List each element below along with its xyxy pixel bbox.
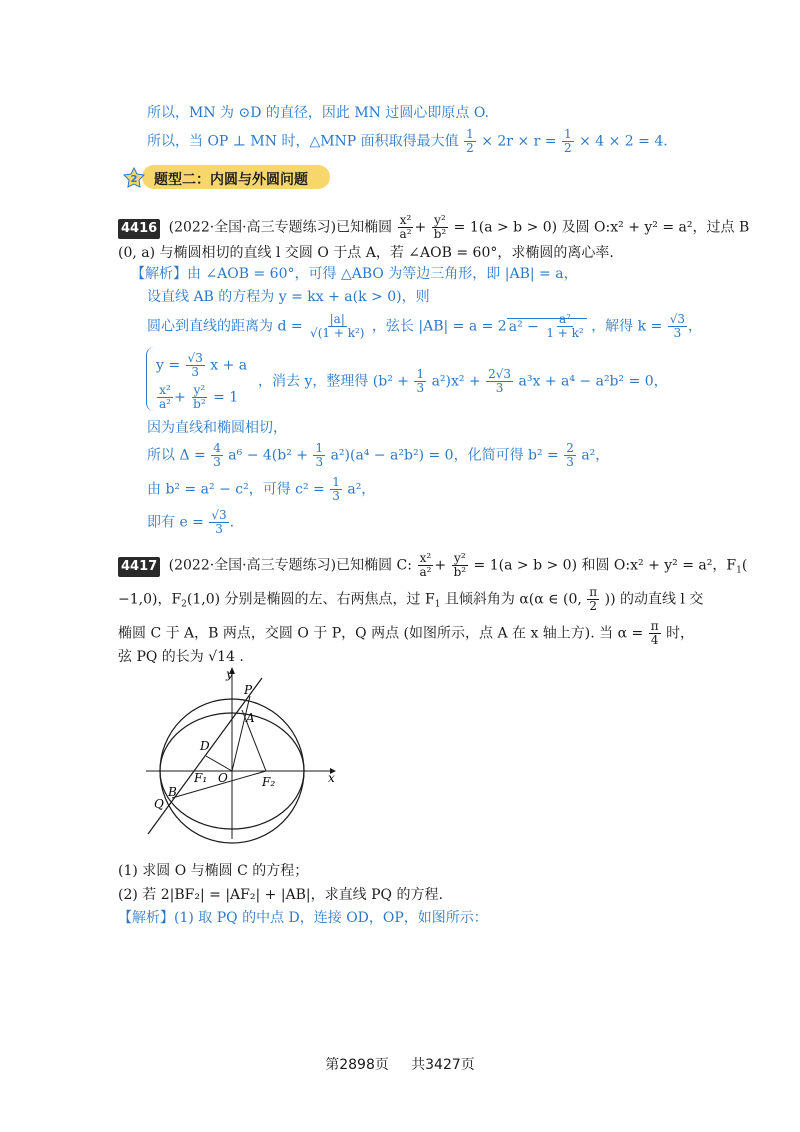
- label-y: y: [226, 667, 233, 681]
- label-a: A: [246, 711, 255, 725]
- fraction-x2a2-sys: [157, 384, 173, 411]
- intro-text-1: 所以，MN 为 ⊙D 的直径，因此 MN 过圆心即原点 O.: [147, 105, 489, 121]
- frac-num: π: [650, 619, 659, 633]
- label-p: P: [244, 683, 253, 697]
- frac-num: 2: [566, 441, 574, 455]
- frac-num: y²: [454, 551, 466, 565]
- fraction-four-third: [211, 442, 223, 469]
- sys-text-1b: x + a: [210, 357, 248, 374]
- q4417-text-2d: )) 的动直线 l 交: [604, 591, 704, 608]
- question-id: 4417: [118, 557, 160, 577]
- ellipse-circle-figure: [138, 664, 338, 844]
- q4417-text-2a: −1,0)，F: [118, 591, 182, 608]
- frac-num: 1: [315, 441, 324, 455]
- analysis-text-3b: ，弦长 |AB| = a = 2: [371, 318, 507, 335]
- frac-den: 3: [673, 326, 682, 340]
- label-f1: F₁: [194, 771, 208, 785]
- page-number: 第2898页: [325, 1057, 389, 1073]
- q4417-text-2b: (1,0) 分别是椭圆的左、右两焦点，过 F: [186, 591, 435, 608]
- analysis-text-6d: a²，: [581, 447, 610, 464]
- q4417-stem-1: 4417 (2022·全国·高三专题练习)已知椭圆 C: $\frac{\text{x²}}{\text{a²}}$ + $\frac{\text{y²}}{\text{b²}}$ = 1(a > b > 0) 和圆 O:x² + y² = a²，$F_1$(: [118, 552, 747, 580]
- frac-den: b²: [433, 227, 447, 241]
- frac-num: 2√3: [488, 367, 512, 381]
- label-o: O: [218, 771, 228, 785]
- frac-den: 3: [566, 455, 574, 469]
- fraction-y2b2-q2: [452, 552, 469, 579]
- q4417-stem-2: −1,0)，$F_2(1,0)$ 分别是椭圆的左、右两焦点，过 $F_1$ 且倾斜角为 α(α ∈ (0, $\frac{\pi}{2}$ )) 的动直线 l 交: [118, 585, 704, 613]
- label-f2: F₂: [262, 775, 276, 789]
- frac-den: 4: [650, 633, 659, 647]
- total-pages: 共3427页: [411, 1057, 475, 1073]
- part-1-text: (1) 求圆 O 与椭圆 C 的方程；: [118, 863, 309, 879]
- page-footer: [0, 1054, 800, 1074]
- fraction-y2b2: [432, 214, 449, 241]
- frac-num: 4: [213, 441, 221, 455]
- intro-text-2b: × 2r × r =: [481, 133, 557, 150]
- section-title: 题型二：内圆与外圆问题: [154, 172, 308, 188]
- frac-den: a²: [159, 397, 171, 411]
- frac-den: 3: [213, 455, 221, 469]
- frac-den: 1 + k²: [546, 326, 584, 340]
- system-eq-1: [156, 352, 247, 379]
- frac-num: y²: [434, 213, 446, 227]
- frac-den: b²: [453, 565, 467, 579]
- q4417-stem-3: [118, 620, 694, 647]
- frac-num: √3: [187, 351, 203, 365]
- frac-num: x²: [419, 551, 432, 565]
- frac-den: 3: [416, 381, 425, 395]
- fraction-2sqrt3: [486, 368, 513, 395]
- q4416-analysis-6: [147, 442, 609, 469]
- fraction-half-2: [562, 128, 574, 155]
- frac-den: √(1 + k²): [310, 326, 365, 340]
- fraction-e: [209, 509, 228, 536]
- q4416-analysis-1: [131, 265, 578, 283]
- label-q: Q: [154, 797, 164, 811]
- q4416-analysis-7: [147, 476, 375, 503]
- frac-num: x²: [159, 383, 171, 397]
- q4416-analysis-8: 即有 e = $\frac{√3}{3}$ .: [147, 508, 235, 536]
- frac-num: π: [589, 585, 598, 599]
- line-pq: [148, 678, 262, 834]
- intro-line-1: [147, 104, 489, 122]
- fraction-x2a2: [398, 214, 414, 241]
- q4417-text-3b: 时，: [666, 625, 695, 642]
- sys-result-a: ，消去 y，整理得 (b² +: [258, 373, 414, 390]
- label-d: D: [200, 739, 210, 753]
- frac-num: 1: [332, 475, 340, 489]
- q4417-text-1a: (2022·全国·高三专题练习)已知椭圆 C:: [168, 557, 412, 574]
- analysis-text-6b: a⁶ − 4(b² +: [228, 447, 309, 464]
- sqrt-expression: [507, 312, 587, 340]
- q4417-text-2c: 且倾斜角为 α(α ∈ (0,: [440, 591, 582, 608]
- analysis-text-7b: a²，: [347, 481, 376, 498]
- fraction-pi4: [649, 620, 661, 647]
- frac-num: √3: [669, 312, 686, 326]
- frac-num: √3: [211, 508, 227, 522]
- q4417-text-1c: (: [741, 557, 748, 574]
- segment-od: [206, 756, 232, 771]
- q4417-text-4: 弦 PQ 的长为 √14 .: [118, 649, 244, 665]
- frac-den: 3: [315, 455, 324, 469]
- analysis-text: (1) 取 PQ 的中点 D，连接 OD，OP，如图所示：: [174, 910, 488, 926]
- system-result: [258, 368, 668, 395]
- fraction-one-third-2: [313, 442, 325, 469]
- frac-den: a²: [419, 565, 432, 579]
- fraction-a2k: [544, 313, 585, 340]
- sys-result-b: a²)x² +: [431, 373, 486, 390]
- analysis-label: 【解析】: [118, 910, 174, 926]
- frac-den: 3: [332, 489, 340, 503]
- q4416-stem-2: [118, 244, 614, 262]
- question-id: 4416: [118, 219, 160, 239]
- analysis-text-3a: 圆心到直线的距离为 d =: [147, 318, 303, 335]
- frac-num: a²: [559, 312, 572, 326]
- analysis-label: 【解析】: [131, 266, 187, 282]
- q4417-text-3a: 椭圆 C 于 A，B 两点，交圆 O 于 P，Q 两点 (如图所示，点 A 在 x 轴上方). 当 α =: [118, 625, 644, 642]
- system-eq-2: $\frac{\text{x²}}{\text{a²}}$ + $\frac{\text{y²}}{\text{b²}}$ = 1: [159, 383, 239, 411]
- analysis-text-2: 设直线 AB 的方程为 y = kx + a(k > 0)，则: [147, 289, 430, 305]
- fraction-half: [464, 128, 476, 155]
- frac-num: y²: [193, 383, 206, 397]
- frac-num: 1: [466, 127, 474, 141]
- q4416-text-1b: = 1(a > b > 0) 及圆 O:x² + y² = a²，过点 B: [453, 219, 750, 236]
- q4416-text-1a: (2022·全国·高三专题练习)已知椭圆: [168, 219, 393, 236]
- q4417-part-2: [118, 886, 443, 904]
- section-badge: [122, 163, 334, 191]
- label-b: B: [168, 785, 177, 799]
- fraction-distance: [308, 313, 366, 340]
- q4416-analysis-5: [147, 419, 287, 437]
- intro-line-2: [147, 128, 668, 155]
- sqrt-text: a² −: [508, 318, 544, 335]
- intro-text-2c: × 4 × 2 = 4.: [579, 133, 668, 150]
- sys-result-c: a³x + a⁴ − a²b² = 0，: [518, 373, 668, 390]
- frac-num: 1: [416, 367, 425, 381]
- frac-den: 3: [495, 381, 504, 395]
- frac-num: |a|: [329, 312, 345, 326]
- sys-text-2: = 1: [213, 389, 239, 406]
- q4417-part-1: [118, 862, 308, 880]
- frac-den: a²: [399, 227, 412, 241]
- fraction-two-third: [564, 442, 576, 469]
- q4416-analysis-2: [147, 288, 430, 306]
- frac-num: x²: [399, 213, 412, 227]
- fraction-slope: [186, 352, 205, 379]
- label-x: x: [328, 771, 335, 785]
- q4416-stem-1: 4416 (2022·全国·高三专题练习)已知椭圆 $\frac{\text{x²}}{\text{a²}}$ + $\frac{\text{y²}}{\text{b²}}$ = 1(a > b > 0) 及圆 O:x² + y² = a²，过点 B: [118, 214, 749, 241]
- analysis-text-5: 因为直线和椭圆相切，: [147, 420, 287, 436]
- frac-num: 1: [563, 127, 572, 141]
- part-2-text: (2) 若 2|BF₂| = |AF₂| + |AB|，求直线 PQ 的方程.: [118, 887, 443, 903]
- frac-den: b²: [193, 397, 206, 411]
- fraction-one-third: [414, 368, 426, 395]
- analysis-text-6a: 所以 Δ =: [147, 447, 206, 464]
- analysis-text-7a: 由 b² = a² − c²，可得 c² =: [147, 481, 325, 498]
- q4417-analysis: [118, 909, 488, 927]
- fraction-y2b2-sys: [191, 384, 208, 411]
- sys-text-1: y =: [156, 357, 185, 374]
- frac-den: 2: [589, 599, 598, 613]
- frac-den: 3: [215, 522, 223, 536]
- q4416-text-2: (0, a) 与椭圆相切的直线 l 交圆 O 于点 A，若 ∠AOB = 60°，求椭圆的离心率.: [118, 245, 614, 261]
- section-number: 2: [130, 174, 138, 185]
- fraction-x2a2-q2: [417, 552, 433, 579]
- analysis-text-6c: a²)(a⁴ − a²b²) = 0，化简可得 b² =: [330, 447, 559, 464]
- section-number-icon: [122, 167, 146, 189]
- q4417-text-1b: = 1(a > b > 0) 和圆 O:x² + y² = a²，F: [473, 557, 737, 574]
- frac-den: 3: [191, 365, 199, 379]
- analysis-text-1: 由 ∠AOB = 60°，可得 △ABO 为等边三角形，即 |AB| = a，: [187, 266, 578, 282]
- analysis-text-3c: ，解得 k =: [591, 318, 663, 335]
- analysis-text-8: 即有 e =: [147, 514, 204, 531]
- frac-den: 2: [563, 141, 572, 155]
- q4416-analysis-3: 圆心到直线的距离为 d = $\frac{|a|}{\text{√(1 + k²)}}$ ，弦长 |AB| = a = 2 a² − $\frac{\text{a²}}{\text{1 + k²}}$ ，解得 k = $\frac{√3}{3}$ ，: [147, 312, 703, 340]
- intro-text-2a: 所以，当 OP ⊥ MN 时，△MNP 面积取得最大值: [147, 133, 459, 150]
- frac-den: 2: [466, 141, 474, 155]
- fraction-pi2: [587, 586, 599, 613]
- fraction-one-third-3: [330, 476, 342, 503]
- fraction-k: [668, 313, 687, 340]
